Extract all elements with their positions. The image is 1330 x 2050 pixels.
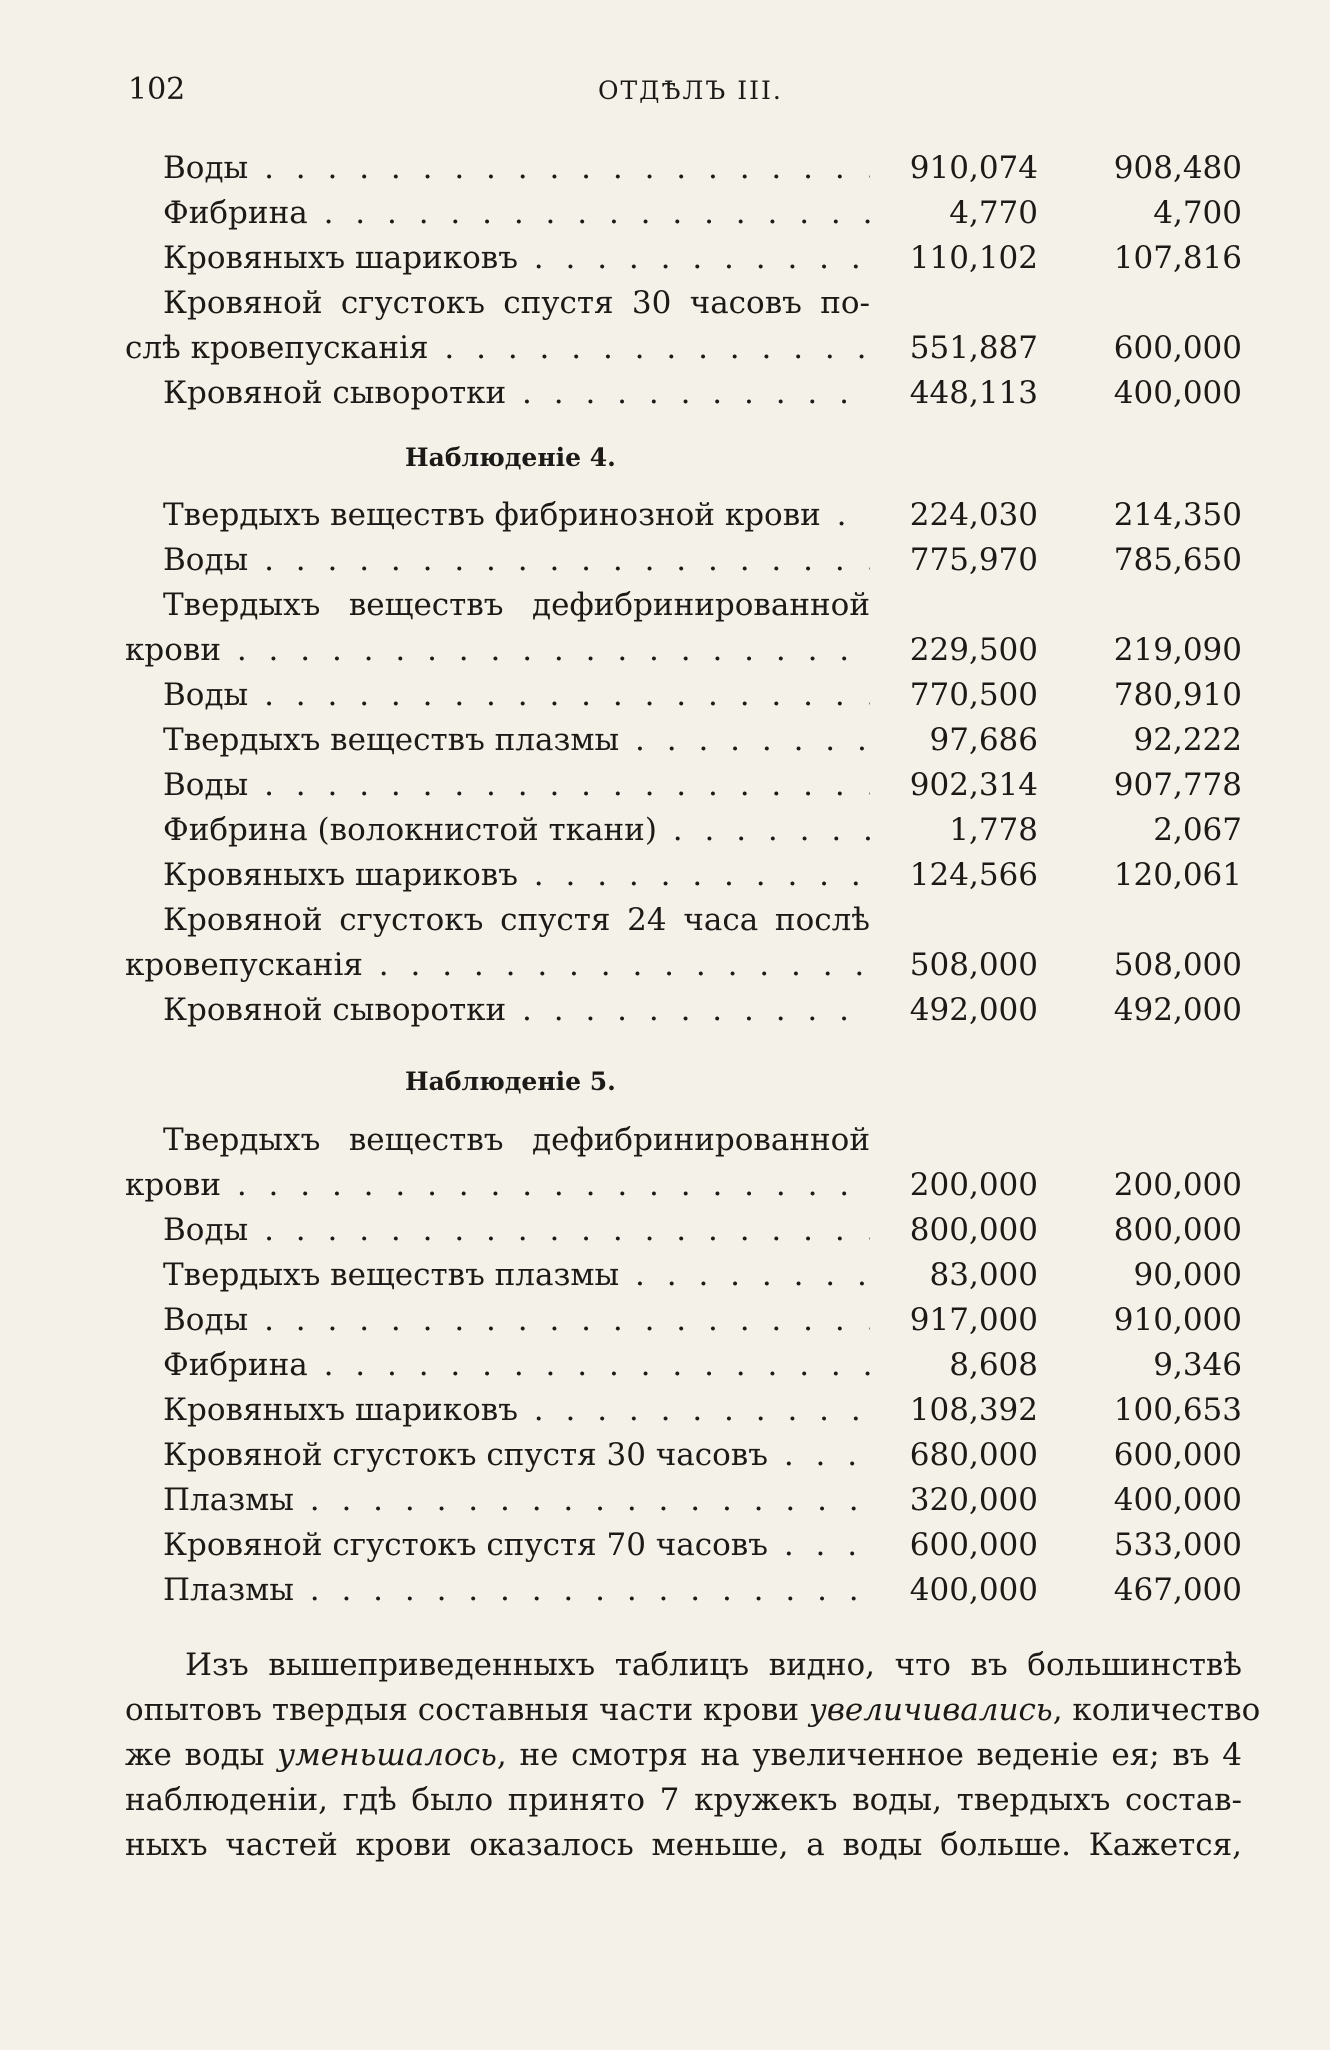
table-row [0,1300,1330,1340]
table-row [0,810,1330,850]
table-row [0,238,1330,278]
value-col2: 800,000 [1113,1212,1242,1248]
row-label: Кровяной сгустокъ спустя 70 часовъ . . . [163,1525,870,1565]
row-label: Фибрина . . . [163,1345,870,1385]
value-col1: 1,778 [949,812,1038,848]
value-col2: 9,346 [1153,1347,1242,1383]
value-col2: 533,000 [1113,1527,1242,1563]
table-row [0,1210,1330,1250]
table-row-first-line [0,283,1330,323]
value-col1: 97,686 [929,722,1038,758]
row-label: Фибрина (волокнистой ткани) . . . [163,810,870,850]
body-paragraph [125,1643,1261,1868]
value-col2: 219,090 [1113,632,1242,668]
table-row-first-line [0,585,1330,625]
value-col1: 902,314 [909,767,1038,803]
table-row [0,1435,1330,1475]
table-row [0,1345,1330,1385]
row-label: Кровяной сыворотки . . . [163,373,870,413]
emphasis-text: уменьшалось [277,1737,497,1773]
value-col1: 4,770 [949,195,1038,231]
book-page: 102 ОТДѢЛЪ III. Воды . . . 910,074 908,480 Фибрина . . . 4,770 4,700 Кровяныхъ шариковъ . . . 110,102 107,816 Кровяной сгустокъ спустя 30 часовъ по- слѣ кровепусканія . . . 551,887 600,000 Кровяной сыворотки . . . 448,113 400,000 Наблюденіе 4. Твердыхъ веществъ фибринозной крови . . . 224,030 214,350 Воды . . . 775,970 785,650 Твердыхъ веществъ дефибринированной крови . . . 229,500 219,090 Воды . . . 770,500 780,910 Твердыхъ веществъ плазмы . . . 97,686 92,222 Воды . . . 902,314 907,778 Фибрина (волокнистой ткани) . . . 1,778 2,067 Кровяныхъ шариковъ . . . 124,566 120,061 Кровяной сгустокъ спустя 24 часа послѣ кровепусканія . . . 508,000 508,000 Кровяной сыворотки . . . 492,000 492,000 Наблюденіе 5. Твердыхъ веществъ дефибринированной крови . . . 200,000 200,000 Воды . . . 800,000 800,000 Твердыхъ веществъ плазмы . . . 83,000 90,000 Воды . . . 917,000 910,000 Фибрина . . . 8,608 9,346 Кровяныхъ шариковъ . . . 108,392 100,653 Кровяной сгустокъ спустя 30 часовъ . . . 680,000 600,000 Плазмы . . . 320,000 400,000 Кровяной сгустокъ спустя 70 часовъ . . . 600,000 533,000 Плазмы . . . 400,000 467,000 Изъ вышеприведенныхъ таблицъ видно, что въ большинствѣ опытовъ твердыя составныя части крови увеличивались, количество же воды уменьшалось, не смотря на увеличенное веденіе ея; въ 4 наблюденіи, гдѣ было принято 7 кружекъ воды, твердыхъ состав- ныхъ частей крови оказалось меньше, а воды больше. Кажется, [0,0,1330,2050]
value-col1: 400,000 [909,1572,1038,1608]
row-label: Кровяной сыворотки . . . [163,990,870,1030]
table-row-first-line [0,900,1330,940]
row-label: Кровяныхъ шариковъ . . . [163,1390,870,1430]
value-col1: 8,608 [949,1347,1038,1383]
value-col1: 917,000 [909,1302,1038,1338]
table-row [0,1165,1330,1205]
table-row [0,148,1330,188]
table-row [0,1525,1330,1565]
value-col1: 910,074 [909,150,1038,186]
table-row-first-line [0,1120,1330,1160]
table-row [0,193,1330,233]
value-col1: 229,500 [909,632,1038,668]
value-col1: 83,000 [929,1257,1038,1293]
value-col2: 908,480 [1113,150,1242,186]
value-col1: 770,500 [909,677,1038,713]
page-header [128,72,1242,116]
table-row [0,373,1330,413]
row-label-continued: кровепусканія . . . [125,945,870,985]
value-col2: 120,061 [1113,857,1242,893]
paragraph-line: же воды уменьшалось, не смотря на увеличенное веденіе ея; въ 4 [125,1737,1242,1773]
value-col1: 775,970 [909,542,1038,578]
row-label-continued: слѣ кровепусканія . . . [125,328,870,368]
value-col2: 600,000 [1113,1437,1242,1473]
row-label: Твердыхъ веществъ плазмы . . . [163,1255,870,1295]
row-label: Кровяныхъ шариковъ . . . [163,238,870,278]
table-row [0,495,1330,535]
row-label-continued: крови . . . [125,630,870,670]
value-col2: 492,000 [1113,992,1242,1028]
table-row [0,855,1330,895]
value-col2: 100,653 [1113,1392,1242,1428]
page-number: 102 [128,72,186,107]
row-label-continued: крови . . . [125,1165,870,1205]
row-label: Плазмы . . . [163,1570,870,1610]
row-label: Кровяной сгустокъ спустя 30 часовъ по- [163,285,870,321]
value-col2: 107,816 [1113,240,1242,276]
value-col2: 214,350 [1113,497,1242,533]
value-col2: 200,000 [1113,1167,1242,1203]
value-col2: 910,000 [1113,1302,1242,1338]
value-col1: 108,392 [909,1392,1038,1428]
row-label: Кровяныхъ шариковъ . . . [163,855,870,895]
value-col2: 600,000 [1113,330,1242,366]
value-col1: 680,000 [909,1437,1038,1473]
value-col1: 508,000 [909,947,1038,983]
table-row [0,1570,1330,1610]
value-col2: 508,000 [1113,947,1242,983]
value-col1: 600,000 [909,1527,1038,1563]
row-label: Воды . . . [163,765,870,805]
value-col1: 110,102 [909,240,1038,276]
paragraph-line: ныхъ частей крови оказалось меньше, а воды больше. Кажется, [125,1827,1242,1863]
row-label: Фибрина . . . [163,193,870,233]
row-label: Воды . . . [163,148,870,188]
value-col2: 780,910 [1113,677,1242,713]
row-label: Кровяной сгустокъ спустя 30 часовъ . . . [163,1435,870,1475]
value-col1: 551,887 [909,330,1038,366]
row-label: Кровяной сгустокъ спустя 24 часа послѣ [163,902,870,938]
row-label: Воды . . . [163,1300,870,1340]
row-label: Твердыхъ веществъ плазмы . . . [163,720,870,760]
table-row [0,328,1330,368]
table-row [0,675,1330,715]
value-col1: 124,566 [909,857,1038,893]
value-col1: 320,000 [909,1482,1038,1518]
table-row [0,1255,1330,1295]
running-head: ОТДѢЛЪ III. [598,76,783,105]
value-col2: 907,778 [1113,767,1242,803]
table-row [0,1480,1330,1520]
row-label: Твердыхъ веществъ дефибринированной [163,1122,870,1158]
table-row [0,990,1330,1030]
value-col2: 785,650 [1113,542,1242,578]
paragraph-line: Изъ вышеприведенныхъ таблицъ видно, что въ большинствѣ [185,1647,1242,1683]
row-label: Воды . . . [163,1210,870,1250]
value-col1: 800,000 [909,1212,1038,1248]
table-row [0,945,1330,985]
value-col1: 224,030 [909,497,1038,533]
paragraph-line: наблюденіи, гдѣ было принято 7 кружекъ воды, твердыхъ состав- [125,1782,1242,1818]
value-col2: 467,000 [1113,1572,1242,1608]
row-label: Плазмы . . . [163,1480,870,1520]
paragraph-line: опытовъ твердыя составныя части крови увеличивались, количество [125,1692,1261,1728]
table-row [0,540,1330,580]
table-row [0,720,1330,760]
row-label: Твердыхъ веществъ дефибринированной [163,587,870,623]
value-col2: 400,000 [1113,1482,1242,1518]
value-col2: 4,700 [1153,195,1242,231]
row-label: Воды . . . [163,675,870,715]
value-col1: 492,000 [909,992,1038,1028]
table-row [0,765,1330,805]
value-col2: 400,000 [1113,375,1242,411]
row-label: Воды . . . [163,540,870,580]
value-col2: 90,000 [1133,1257,1242,1293]
value-col2: 92,222 [1133,722,1242,758]
row-label: Твердыхъ веществъ фибринозной крови . . . [163,495,870,535]
value-col1: 200,000 [909,1167,1038,1203]
emphasis-text: увеличивались [808,1692,1053,1728]
value-col2: 2,067 [1153,812,1242,848]
table-row [0,1390,1330,1430]
table-row [0,630,1330,670]
value-col1: 448,113 [909,375,1038,411]
